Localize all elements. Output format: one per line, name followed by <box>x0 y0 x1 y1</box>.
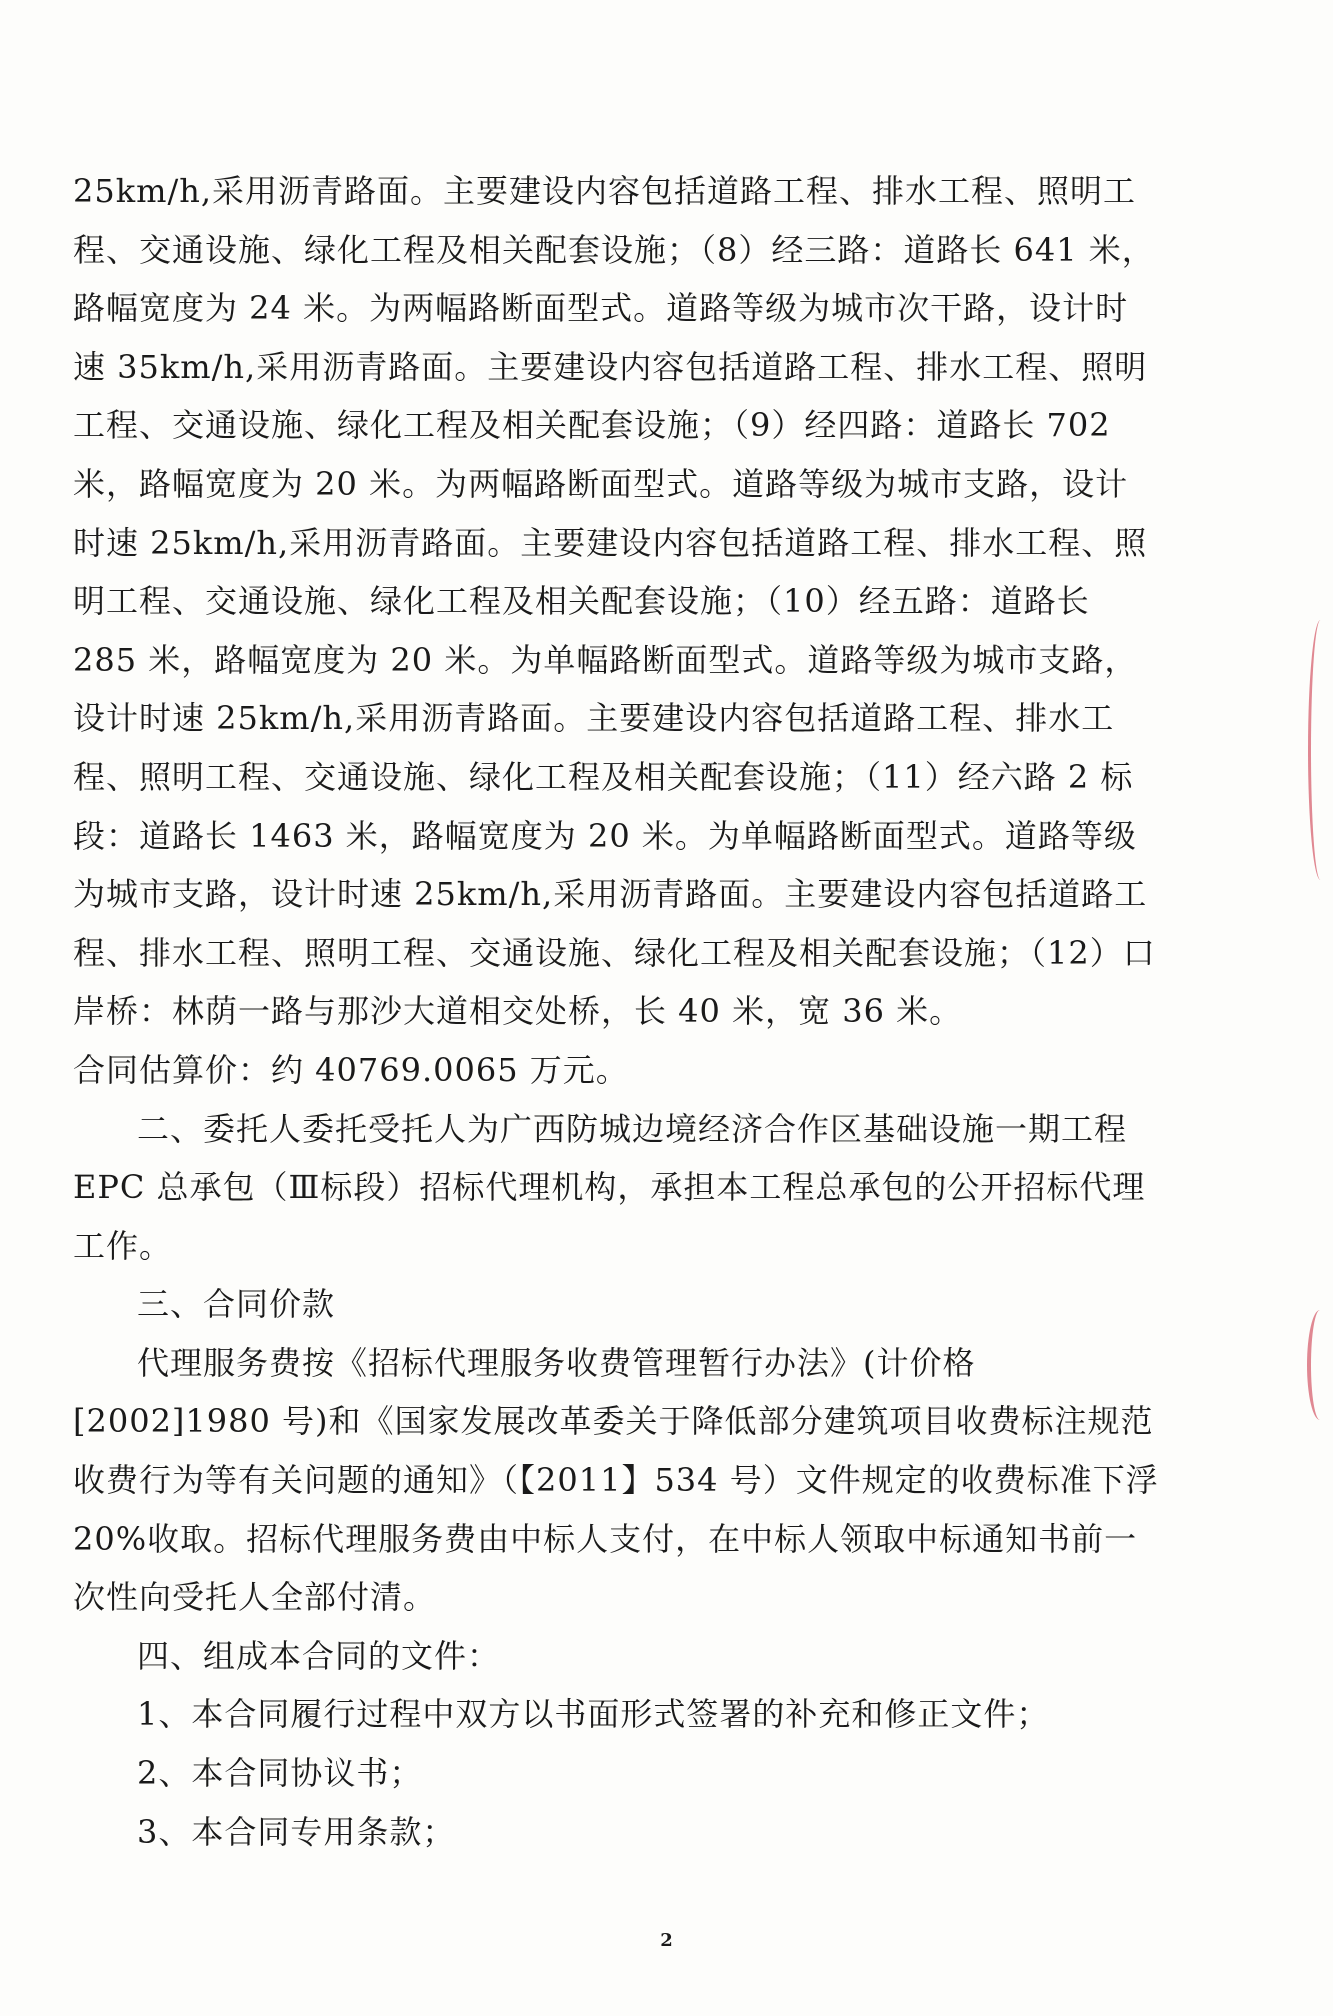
section-3-heading: 三、合同价款 <box>137 1285 336 1324</box>
page-number: 2 <box>660 1930 673 1951</box>
list-item: 2、本合同协议书； <box>137 1754 423 1793</box>
document-body <box>73 162 1161 1861</box>
section-3-paragraph: 代理服务费按《招标代理服务收费管理暂行办法》(计价格[2002]1980 号)和《国家发展改革委关于降低部分建筑项目收费标注规范收费行为等有关问题的通知》（【2011】534 号）文件规定的收费标准下浮 20%收取。招标代理服务费由中标人支付，在中标人领取中标通知书前一次性向受托人全部付清。 <box>73 1343 1159 1617</box>
list-item: 1、本合同履行过程中双方以书面形式签署的补充和修正文件； <box>137 1695 1050 1734</box>
contract-price-line: 合同估算价：约 40769.0065 万元。 <box>73 1050 629 1089</box>
section-2-paragraph: 二、委托人委托受托人为广西防城边境经济合作区基础设施一期工程 EPC 总承包（Ⅲ标段）招标代理机构，承担本工程总承包的公开招标代理工作。 <box>73 1109 1146 1265</box>
continuation-paragraph: 25km/h,采用沥青路面。主要建设内容包括道路工程、排水工程、照明工程、交通设施、绿化工程及相关配套设施；（8）经三路：道路长 641 米，路幅宽度为 24 米。为两幅路断面型式。道路等级为城市次干路，设计时速 35km/h,采用沥青路面。主要建设内容包括道路工程、排水工程、照明工程、交通设施、绿化工程及相关配套设施；（9）经四路：道路长 702 米，路幅宽度为 20 米。为两幅路断面型式。道路等级为城市支路，设计时速 25km/h,采用沥青路面。主要建设内容包括道路工程、排水工程、照明工程、交通设施、绿化工程及相关配套设施；（10）经五路：道路长 285 米，路幅宽度为 20 米。为单幅路断面型式。道路等级为城市支路，设计时速 25km/h,采用沥青路面。主要建设内容包括道路工程、排水工程、照明工程、交通设施、绿化工程及相关配套设施；（11）经六路 2 标段：道路长 1463 米，路幅宽度为 20 米。为单幅路断面型式。道路等级为城市支路，设计时速 25km/h,采用沥青路面。主要建设内容包括道路工程、排水工程、照明工程、交通设施、绿化工程及相关配套设施；（12）口岸桥：林荫一路与那沙大道相交处桥，长 40 米，宽 36 米。 <box>73 172 1156 1031</box>
list-item: 3、本合同专用条款； <box>137 1812 456 1851</box>
section-4-heading: 四、组成本合同的文件： <box>137 1636 501 1675</box>
seal-fragment <box>1308 620 1333 880</box>
seal-fragment <box>1307 1310 1333 1420</box>
